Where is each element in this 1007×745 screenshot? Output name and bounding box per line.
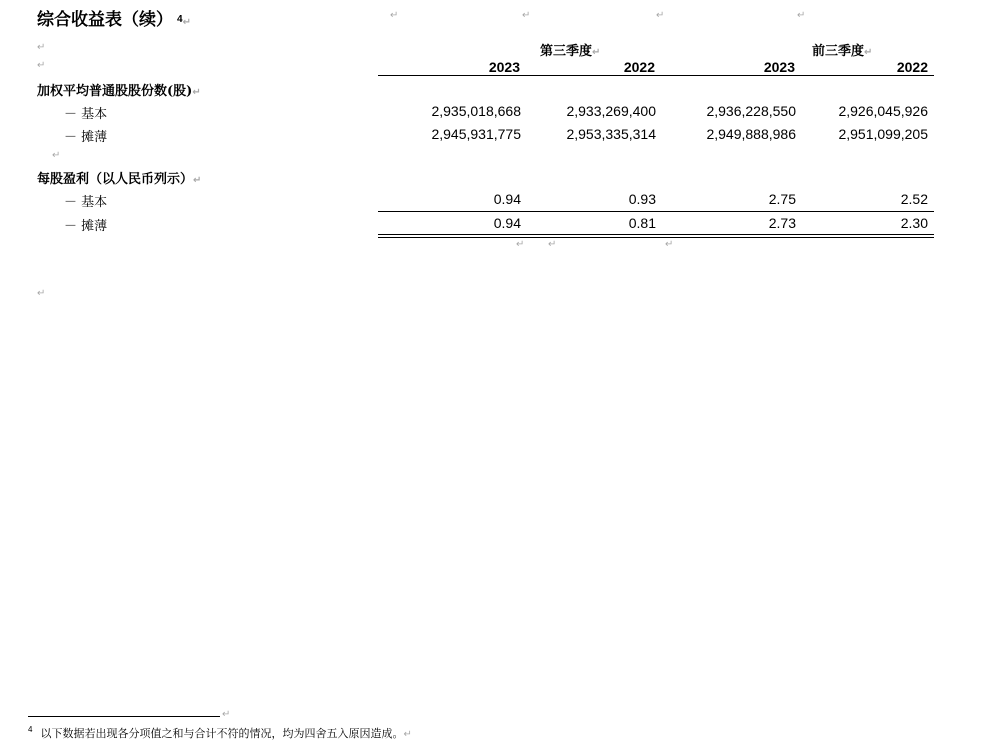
table-cell: 2.73 bbox=[768, 215, 796, 231]
page-title bbox=[37, 5, 191, 30]
table-cell: 2,945,931,775 bbox=[431, 126, 521, 142]
table-cell: 0.94 bbox=[493, 215, 521, 231]
paragraph-mark: ↵ bbox=[390, 10, 399, 21]
row-label: － 摊薄 bbox=[64, 130, 108, 145]
column-group-q3 bbox=[540, 40, 600, 59]
table-cell: 0.93 bbox=[628, 191, 656, 207]
paragraph-mark: ↵ bbox=[193, 175, 202, 186]
paragraph-mark: ↵ bbox=[37, 288, 46, 299]
paragraph-mark: ↵ bbox=[37, 42, 46, 53]
column-group-ytd-label: 前三季度 bbox=[812, 44, 865, 59]
title-text: 综合收益表（续） bbox=[37, 10, 173, 30]
column-group-q3-label: 第三季度 bbox=[540, 44, 593, 59]
section-label bbox=[37, 168, 201, 187]
double-rule-top bbox=[378, 234, 934, 235]
footnote bbox=[28, 725, 412, 741]
section-label-text: 加权平均普通股股份数(股) bbox=[37, 84, 193, 99]
table-cell: 2.52 bbox=[900, 191, 928, 207]
table-cell: 2,935,018,668 bbox=[431, 103, 521, 119]
row-label: － 基本 bbox=[64, 195, 108, 210]
table-cell: 2,953,335,314 bbox=[566, 126, 656, 142]
table-cell: 2,951,099,205 bbox=[838, 126, 928, 142]
year-header: 2022 bbox=[896, 59, 928, 75]
paragraph-mark: ↵ bbox=[522, 10, 531, 21]
table-cell: 2.75 bbox=[768, 191, 796, 207]
paragraph-mark: ↵ bbox=[797, 10, 806, 21]
table-cell: 2,949,888,986 bbox=[706, 126, 796, 142]
paragraph-mark: ↵ bbox=[548, 239, 557, 250]
paragraph-mark: ↵ bbox=[656, 10, 665, 21]
paragraph-mark: ↵ bbox=[52, 150, 61, 161]
footnote-reference: 4 bbox=[177, 14, 183, 25]
table-cell: 2,936,228,550 bbox=[706, 103, 796, 119]
table-cell: 2.30 bbox=[900, 215, 928, 231]
paragraph-mark: ↵ bbox=[864, 47, 873, 58]
table-cell: 0.81 bbox=[628, 215, 656, 231]
paragraph-mark: ↵ bbox=[403, 729, 412, 740]
year-header: 2023 bbox=[488, 59, 520, 75]
double-rule-bottom bbox=[378, 237, 934, 238]
paragraph-mark: ↵ bbox=[665, 239, 674, 250]
row-rule bbox=[378, 211, 934, 212]
section-label bbox=[37, 80, 201, 99]
paragraph-mark: ↵ bbox=[516, 239, 525, 250]
year-header: 2023 bbox=[763, 59, 795, 75]
row-label: － 摊薄 bbox=[64, 219, 108, 234]
paragraph-mark: ↵ bbox=[37, 60, 46, 71]
year-header: 2022 bbox=[623, 59, 655, 75]
paragraph-mark: ↵ bbox=[592, 47, 601, 58]
paragraph-mark: ↵ bbox=[192, 87, 201, 98]
paragraph-mark: ↵ bbox=[222, 709, 231, 720]
paragraph-mark: ↵ bbox=[182, 17, 191, 28]
table-cell: 2,933,269,400 bbox=[566, 103, 656, 119]
header-rule bbox=[378, 75, 934, 76]
table-cell: 2,926,045,926 bbox=[838, 103, 928, 119]
footnote-text: 以下数据若出现各分项值之和与合计不符的情况，均为四舍五入原因造成。 bbox=[40, 727, 404, 740]
row-label: － 基本 bbox=[64, 107, 108, 122]
column-group-ytd bbox=[812, 40, 872, 59]
section-label-text: 每股盈利（以人民币列示） bbox=[37, 172, 194, 187]
table-cell: 0.94 bbox=[493, 191, 521, 207]
footnote-separator bbox=[28, 716, 220, 717]
footnote-number: 4 bbox=[28, 725, 33, 735]
